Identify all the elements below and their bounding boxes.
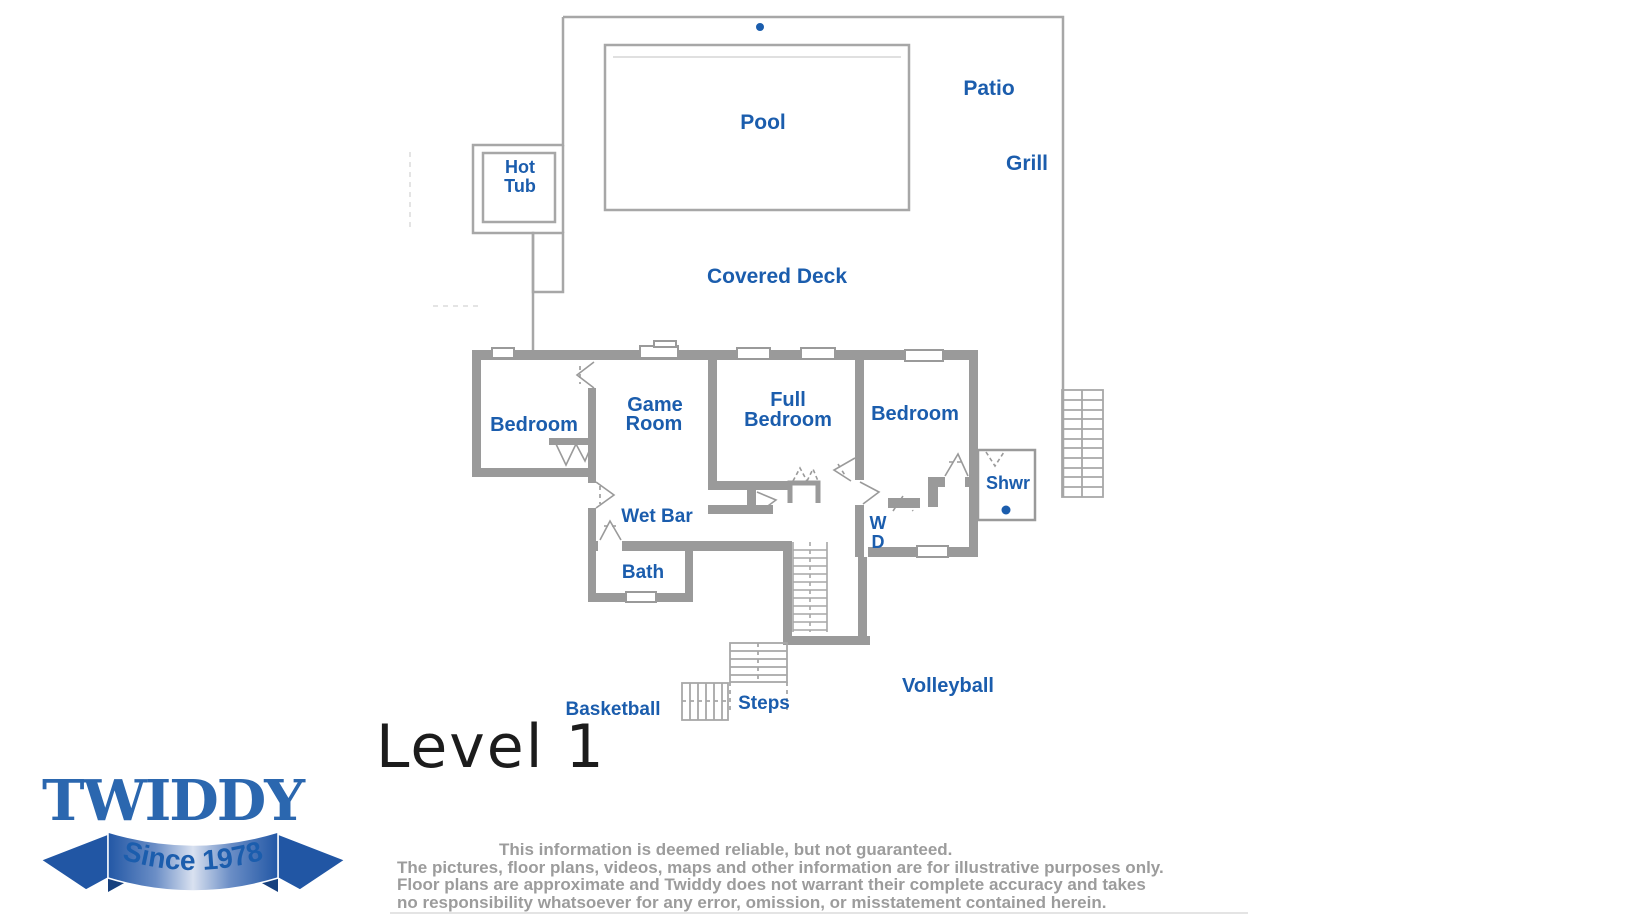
window-icon bbox=[626, 592, 656, 602]
label-bedroom-left: Bedroom bbox=[490, 414, 578, 436]
label-dryer: D bbox=[871, 532, 885, 552]
label-volleyball: Volleyball bbox=[902, 675, 994, 697]
label-full-bedroom: Bedroom bbox=[744, 409, 832, 431]
window-icon bbox=[492, 348, 514, 358]
shower-marker-dot bbox=[1002, 506, 1011, 515]
label-game: Game bbox=[627, 394, 683, 416]
window-icon bbox=[905, 350, 943, 361]
door-swing-icon bbox=[596, 482, 614, 508]
label-patio: Patio bbox=[963, 77, 1015, 100]
disclaimer-line-4: no responsibility whatsoever for any error, omission, or misstatement contained herein. bbox=[397, 892, 1107, 912]
label-covered-deck: Covered Deck bbox=[706, 265, 848, 288]
door-swing-icon bbox=[793, 468, 807, 481]
level-title: Level 1 bbox=[376, 712, 606, 782]
disclaimer-line-3: Floor plans are approximate and Twiddy does not warrant their complete accuracy and takes bbox=[397, 875, 1146, 894]
logo-ribbon bbox=[38, 826, 348, 904]
door-swing-icon bbox=[860, 482, 879, 504]
ribbon-tail-right bbox=[278, 834, 345, 890]
label-steps: Steps bbox=[738, 693, 790, 714]
door-swing-icon bbox=[556, 444, 576, 465]
interior-stairs bbox=[793, 542, 827, 632]
bifold-closet bbox=[790, 483, 818, 503]
label-basketball: Basketball bbox=[565, 699, 661, 720]
label-wet-bar: Wet Bar bbox=[621, 506, 693, 527]
door-swing-icon bbox=[807, 469, 818, 481]
door-swing-icon bbox=[600, 521, 621, 540]
label-game-room: Room bbox=[625, 413, 683, 435]
disclaimer-line-1: This information is deemed reliable, but not guaranteed. bbox=[499, 840, 953, 859]
disclaimer-line-2: The pictures, floor plans, videos, maps and other information are for illustrative purposes only. bbox=[397, 857, 1164, 877]
window-icon bbox=[654, 341, 676, 347]
plan-labels bbox=[490, 77, 1048, 720]
window-icon bbox=[917, 546, 948, 557]
ribbon-tail-left bbox=[41, 834, 108, 890]
disclaimer bbox=[397, 841, 1257, 911]
bottom-divider bbox=[390, 912, 1248, 914]
door-swing-icon bbox=[986, 452, 1004, 466]
logo-brand-text: TWIDDY bbox=[42, 768, 303, 834]
label-pool: Pool bbox=[740, 111, 786, 134]
deck-bump bbox=[533, 233, 563, 292]
label-bedroom-right: Bedroom bbox=[871, 403, 959, 425]
label-bath: Bath bbox=[621, 562, 665, 583]
label-washer: W bbox=[869, 513, 887, 533]
logo-tagline: Since 1978 bbox=[120, 835, 266, 877]
door-swing-icon bbox=[834, 458, 855, 481]
deck-stairs-right bbox=[1062, 390, 1103, 497]
window-icon bbox=[737, 348, 770, 359]
door-swing-icon bbox=[945, 454, 968, 476]
label-tub: Tub bbox=[504, 176, 536, 196]
gate-marker-dot bbox=[756, 23, 764, 31]
label-shower: Shwr bbox=[985, 473, 1031, 493]
window-icon bbox=[801, 348, 835, 359]
twiddy-logo bbox=[38, 768, 350, 904]
label-full: Full bbox=[770, 389, 806, 411]
label-hot: Hot bbox=[505, 157, 535, 177]
label-grill: Grill bbox=[1005, 152, 1049, 175]
